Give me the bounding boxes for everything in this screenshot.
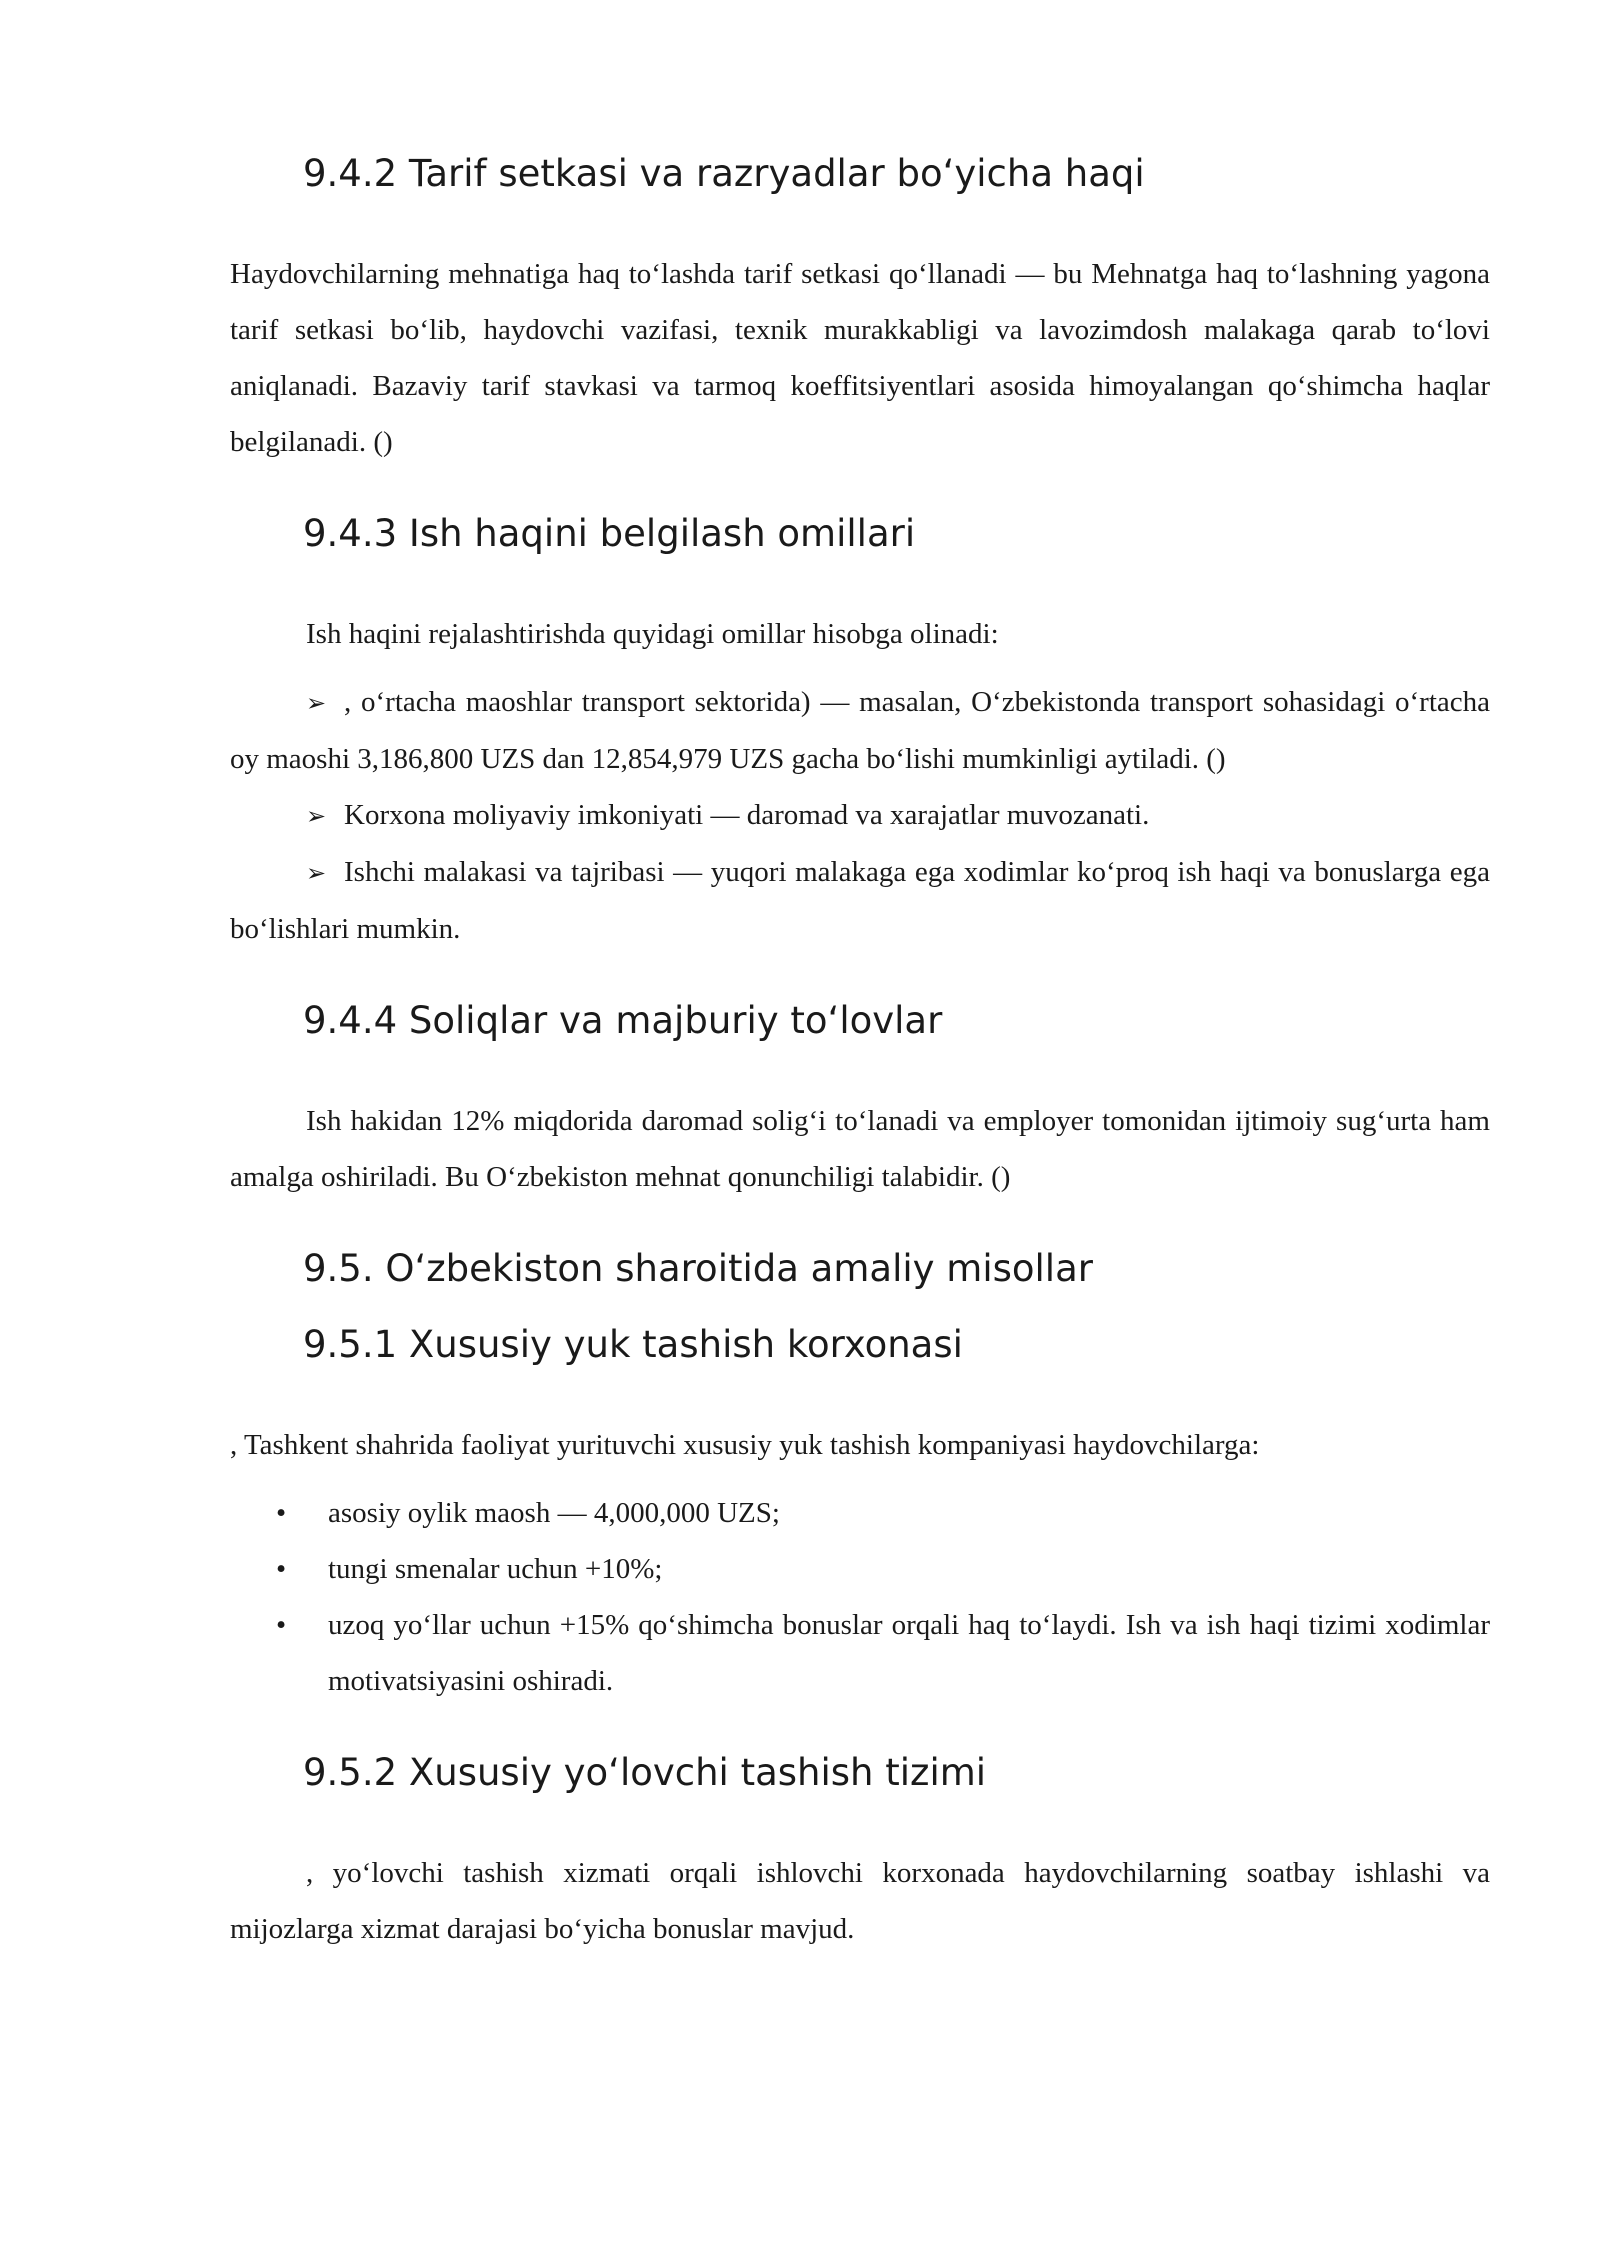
section-heading-9-4-4: 9.4.4 Soliqlar va majburiy to‘lovlar <box>303 999 943 1042</box>
document-body <box>230 150 1490 1957</box>
list-item <box>230 1597 1490 1709</box>
list-item-omil-1 <box>230 674 1490 787</box>
list-item-omil-2 <box>230 787 1490 844</box>
list-item <box>230 1485 1490 1541</box>
paragraph-yolovchi-tashish: , yo‘lovchi tashish xizmati orqali ishlovchi korxonada haydovchilarning soatbay ishlashi va mijozlarga xizmat darajasi bo‘yicha bonuslar mavjud. <box>230 1857 1490 1945</box>
paragraph-tarif-setkasi: Haydovchilarning mehnatiga haq to‘lashda tarif setkasi qo‘llanadi — bu Mehnatga haq to‘lashning yagona tarif setkasi bo‘lib, haydovchi vazifasi, texnik murakkabligi va lavozimdosh malakaga qarab to‘lovi aniqlanadi. Bazaviy tarif stavkasi va tarmoq koeffitsiyentlari asosida himoyalangan qo‘shimcha haqlar belgilanadi. () <box>230 258 1490 458</box>
section-heading-9-5-2: 9.5.2 Xususiy yo‘lovchi tashish tizimi <box>303 1751 987 1794</box>
list-item <box>230 1541 1490 1597</box>
list-item-text: tungi smenalar uchun +10%; <box>328 1553 663 1585</box>
arrow-bullet-icon: ➢ <box>306 802 327 830</box>
dot-bullet-icon: • <box>276 1553 287 1585</box>
bullet-list-maosh <box>230 1485 1490 1709</box>
section-heading-9-4-2: 9.4.2 Tarif setkasi va razryadlar bo‘yicha haqi <box>303 152 1145 195</box>
arrow-bullet-icon: ➢ <box>306 689 327 717</box>
dot-bullet-icon: • <box>276 1609 287 1641</box>
list-item-text: uzoq yo‘llar uchun +15% qo‘shimcha bonuslar orqali haq to‘laydi. Ish va ish haqi tizimi xodimlar motivatsiyasini oshiradi. <box>328 1609 1490 1697</box>
list-item-text: Ishchi malakasi va tajribasi — yuqori malakaga ega xodimlar ko‘proq ish haqi va bonuslarga ega bo‘lishlari mumkin. <box>230 856 1490 945</box>
section-heading-9-5-1: 9.5.1 Xususiy yuk tashish korxonasi <box>303 1323 963 1366</box>
list-item-text: asosiy oylik maosh — 4,000,000 UZS; <box>328 1497 780 1529</box>
list-item-omil-3 <box>230 844 1490 957</box>
dot-bullet-icon: • <box>276 1497 287 1529</box>
list-item-text: , o‘rtacha maoshlar transport sektorida) — masalan, O‘zbekistonda transport sohasidagi o‘rtacha oy maoshi 3,186,800 UZS dan 12,854,979 UZS gacha bo‘lishi mumkinligi aytiladi. () <box>230 686 1490 775</box>
section-heading-9-5: 9.5. O‘zbekiston sharoitida amaliy misollar <box>303 1247 1093 1290</box>
paragraph-soliqlar: Ish hakidan 12% miqdorida daromad solig‘i to‘lanadi va employer tomonidan ijtimoiy sug‘urta ham amalga oshiriladi. Bu O‘zbekiston mehnat qonunchiligi talabidir. () <box>230 1105 1490 1193</box>
paragraph-omillar-intro: Ish haqini rejalashtirishda quyidagi omillar hisobga olinadi: <box>306 618 999 650</box>
section-heading-9-4-3: 9.4.3 Ish haqini belgilash omillari <box>303 512 916 555</box>
list-item-text: Korxona moliyaviy imkoniyati — daromad va xarajatlar muvozanati. <box>344 799 1150 831</box>
arrow-bullet-icon: ➢ <box>306 859 327 887</box>
paragraph-yuk-tashish-intro: , Tashkent shahrida faoliyat yurituvchi xususiy yuk tashish kompaniyasi haydovchilarga: <box>230 1429 1260 1461</box>
